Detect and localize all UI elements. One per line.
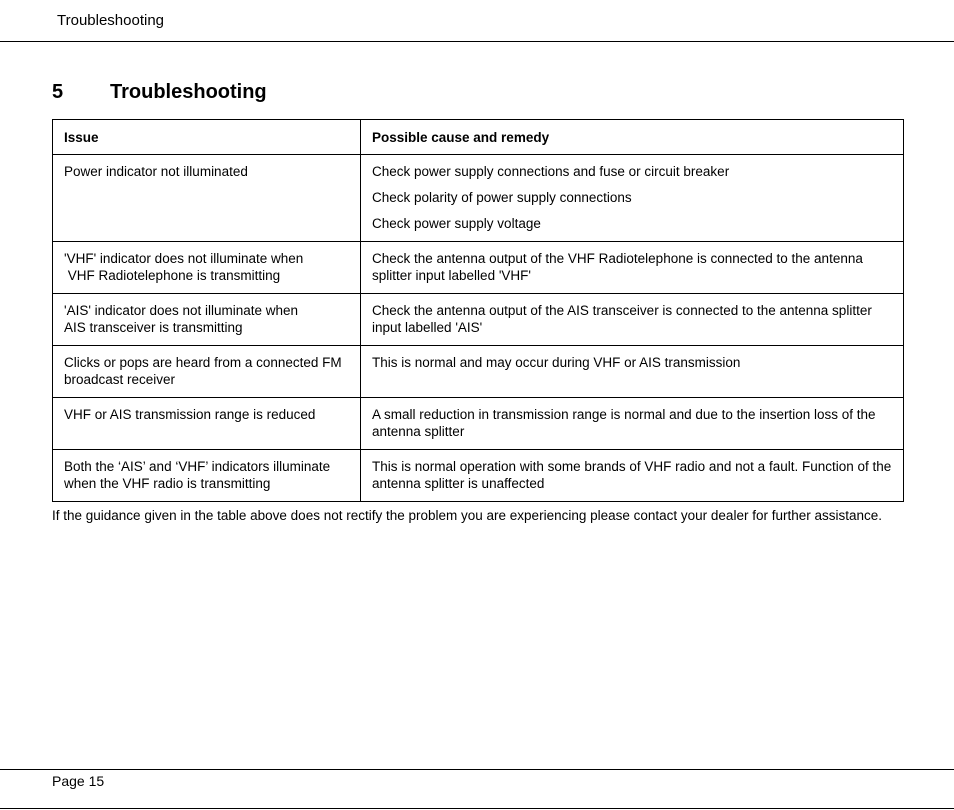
remedy-item: Check power supply voltage bbox=[372, 216, 541, 231]
issue-text: 'AIS' indicator does not illuminate when AIS transceiver is transmitting bbox=[64, 303, 299, 335]
column-header-issue: Issue bbox=[53, 120, 361, 155]
footer-divider-bottom bbox=[0, 808, 954, 809]
table-row bbox=[53, 155, 904, 242]
issue-text: 'VHF' indicator does not illuminate when VHF Radiotelephone is transmitting bbox=[64, 251, 304, 283]
table-row bbox=[53, 398, 904, 450]
footer-divider-top bbox=[0, 769, 954, 770]
remedy-cell bbox=[361, 346, 904, 398]
issue-cell bbox=[53, 398, 361, 450]
remedy-item: Check polarity of power supply connections bbox=[372, 190, 632, 205]
remedy-cell bbox=[361, 450, 904, 502]
table-row bbox=[53, 294, 904, 346]
remedy-text: Check the antenna output of the VHF Radiotelephone is connected to the antenna splitter input labelled 'VHF' bbox=[372, 251, 863, 283]
remedy-text: A small reduction in transmission range is normal and due to the insertion loss of the antenna splitter bbox=[372, 407, 876, 439]
issue-cell bbox=[53, 294, 361, 346]
remedy-text: This is normal operation with some brands of VHF radio and not a fault. Function of the antenna splitter is unaffected bbox=[372, 459, 892, 491]
closing-note: If the guidance given in the table above does not rectify the problem you are experiencing please contact your dealer for further assistance. bbox=[52, 508, 882, 523]
section-heading bbox=[52, 81, 267, 104]
issue-text: Power indicator not illuminated bbox=[64, 164, 248, 179]
issue-text: Both the ‘AIS’ and ‘VHF’ indicators illuminate when the VHF radio is transmitting bbox=[64, 459, 331, 491]
issue-text: Clicks or pops are heard from a connected FM broadcast receiver bbox=[64, 355, 342, 387]
page-number: Page 15 bbox=[52, 773, 105, 789]
table-row bbox=[53, 450, 904, 502]
remedy-cell bbox=[361, 242, 904, 294]
column-header-remedy: Possible cause and remedy bbox=[361, 120, 904, 155]
issue-cell bbox=[53, 155, 361, 242]
troubleshooting-table bbox=[52, 119, 904, 502]
section-title: Troubleshooting bbox=[110, 81, 267, 103]
running-header: Troubleshooting bbox=[57, 12, 165, 29]
remedy-cell bbox=[361, 294, 904, 346]
issue-cell bbox=[53, 450, 361, 502]
remedy-list bbox=[372, 155, 895, 241]
remedy-cell bbox=[361, 155, 904, 242]
remedy-text: This is normal and may occur during VHF or AIS transmission bbox=[372, 355, 741, 370]
issue-text: VHF or AIS transmission range is reduced bbox=[64, 407, 316, 422]
remedy-text: Check the antenna output of the AIS transceiver is connected to the antenna splitter input labelled 'AIS' bbox=[372, 303, 872, 335]
table-header-row bbox=[53, 120, 904, 155]
table-row bbox=[53, 242, 904, 294]
section-number: 5 bbox=[52, 81, 64, 103]
header-divider bbox=[0, 41, 954, 42]
remedy-cell bbox=[361, 398, 904, 450]
table-row bbox=[53, 346, 904, 398]
remedy-item: Check power supply connections and fuse or circuit breaker bbox=[372, 164, 730, 179]
issue-cell bbox=[53, 242, 361, 294]
issue-cell bbox=[53, 346, 361, 398]
